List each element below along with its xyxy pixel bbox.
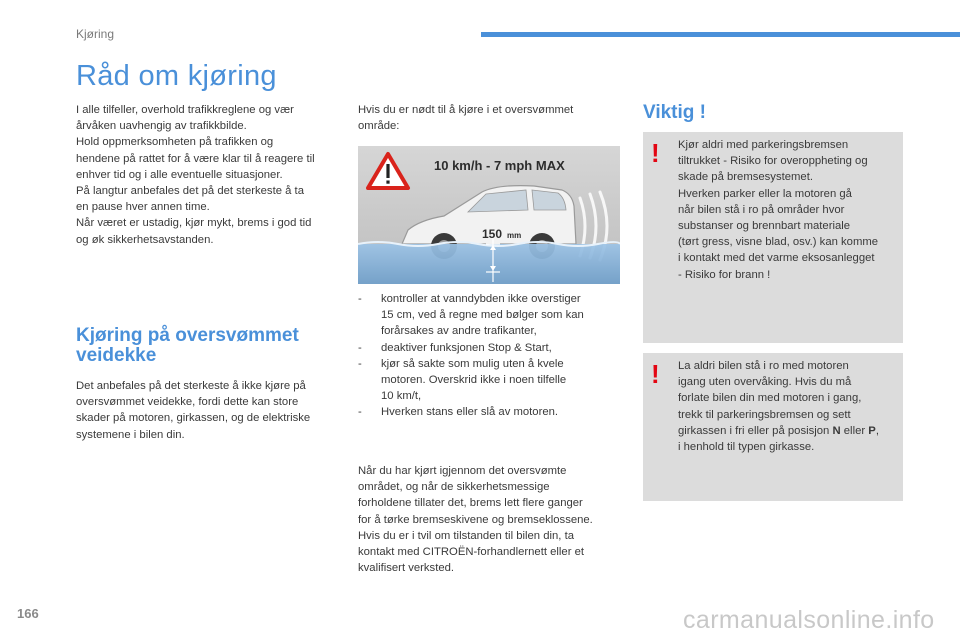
text-line: La aldri bilen stå i ro med motoren xyxy=(678,360,849,372)
text-line: motoren. Overskrid ikke i noen tilfelle xyxy=(381,374,567,387)
text-line: 15 cm, ved å regne med bølger som kan xyxy=(381,309,584,322)
text-line: kvalifisert verksted. xyxy=(358,562,455,575)
text-line: kontakt med CITROËN-forhandlernett eller et xyxy=(358,546,585,559)
list-dash: - xyxy=(358,406,362,419)
text-line: kjør så sakte som mulig uten å kvele xyxy=(381,357,564,370)
gear-n-label: N xyxy=(832,424,841,437)
text-line: kontroller at vanndybden ikke overstiger xyxy=(381,293,581,305)
list-item xyxy=(358,291,628,340)
text-line: forårsakes av andre trafikanter, xyxy=(381,325,537,338)
text-line: I alle tilfeller, overhold trafikkreglene og vær xyxy=(76,104,294,116)
text-line: deaktiver funksjonen Stop & Start, xyxy=(381,341,552,354)
text-line: forlate bilen din med motoren i gang, xyxy=(678,392,862,405)
flood-driving-illustration xyxy=(358,146,620,284)
text-line: (tørt gress, visne blad, osv.) kan komme xyxy=(678,236,879,249)
text-line: i kontakt med det varme eksosanlegget xyxy=(678,252,875,265)
text-line: På langtur anbefales det på det sterkeste å ta xyxy=(76,185,304,198)
text-line: Hvis du er nødt til å kjøre i et oversvømmet xyxy=(358,104,574,116)
text-line: forholdene tillater det, brems lett flere ganger xyxy=(358,497,583,510)
text-line: systemene i bilen din. xyxy=(76,428,185,441)
text-line: skade på bremsesystemet. xyxy=(678,171,813,184)
text-fragment: girkassen i fri eller på posisjon xyxy=(678,424,833,437)
text-line: Hverken stans eller slå av motoren. xyxy=(381,406,559,419)
water-surface xyxy=(358,244,620,284)
page-number: 166 xyxy=(17,606,39,621)
text-line: igang uten overvåking. Hvis du må xyxy=(678,376,852,389)
intro-paragraph xyxy=(76,102,341,248)
depth-unit-label: mm xyxy=(507,231,522,240)
text-line: trekk til parkeringsbremsen og sett xyxy=(678,408,851,421)
after-flood-paragraph xyxy=(358,463,623,576)
text-line: Hvis du er i tvil om tilstanden til bilen din, ta xyxy=(358,529,574,542)
text-line: når bilen stå i ro på områder hvor xyxy=(678,203,845,216)
page-title: Råd om kjøring xyxy=(76,60,277,92)
text-fragment: eller xyxy=(840,424,869,437)
exclamation-icon: ! xyxy=(651,138,660,168)
text-line: årvåken uavhengig av trafikkbilde. xyxy=(76,120,247,133)
flood-intro xyxy=(358,102,623,134)
flood-section-text xyxy=(76,378,341,443)
text-line: i henhold til typen girkasse. xyxy=(678,441,815,454)
list-item xyxy=(358,404,628,420)
list-item xyxy=(358,356,628,405)
text-line: - Risiko for brann ! xyxy=(678,268,771,281)
text-line: oversvømmet veidekke, fordi dette kan store xyxy=(76,396,299,409)
flood-instructions-list xyxy=(358,291,628,421)
list-dash: - xyxy=(358,357,362,370)
gear-p-label: P xyxy=(868,424,876,437)
text-line: Kjør aldri med parkeringsbremsen xyxy=(678,139,849,151)
speed-limit-label: 10 km/h - 7 mph MAX xyxy=(434,158,565,173)
warning-text xyxy=(678,358,900,455)
text-line: skader på motoren, girkassen, og de elektriske xyxy=(76,412,311,425)
header-accent-bar xyxy=(481,32,960,37)
text-line: Når du har kjørt igjennom det oversvømte xyxy=(358,465,567,477)
text-line: Hold oppmerksomheten på trafikken og xyxy=(76,136,274,149)
list-item xyxy=(358,340,628,356)
text-fragment: , xyxy=(875,424,879,437)
section-label: Kjøring xyxy=(76,27,115,41)
text-line: en pause hver annen time. xyxy=(76,201,210,214)
text-line: hendene på rattet for å være klar til å reagere til xyxy=(76,152,315,165)
warning-box-parking-brake xyxy=(643,132,903,343)
text-line: for å tørke bremseskivene og bremseklossene. xyxy=(358,513,593,526)
text-line xyxy=(678,423,900,439)
watermark: carmanualsonline.info xyxy=(683,606,935,634)
text-line: Det anbefales på det sterkeste å ikke kjøre på xyxy=(76,380,306,392)
depth-value-label: 150 xyxy=(482,227,503,241)
list-dash: - xyxy=(358,293,362,305)
list-dash: - xyxy=(358,341,362,354)
text-line: og øk sikkerhetsavstanden. xyxy=(76,233,214,246)
text-line: substanser og brennbart materiale xyxy=(678,220,851,233)
text-line: området, og når de sikkerhetsmessige xyxy=(358,481,550,494)
text-line: enhver tid og i alle eventuelle situasjoner. xyxy=(76,168,283,181)
text-line: 10 km/t, xyxy=(381,390,422,403)
important-heading: Viktig ! xyxy=(643,102,706,123)
exclamation-icon: ! xyxy=(651,359,660,389)
text-line: område: xyxy=(358,120,400,133)
text-line: Hverken parker eller la motoren gå xyxy=(678,187,852,200)
text-line: tiltrukket - Risiko for overoppheting og xyxy=(678,155,868,168)
flood-section-heading: Kjøring på oversvømmet veidekke xyxy=(76,325,299,366)
text-line: Når været er ustadig, kjør mykt, brems i god tid xyxy=(76,217,312,230)
warning-box-unattended xyxy=(643,353,903,501)
warning-text xyxy=(678,137,900,283)
